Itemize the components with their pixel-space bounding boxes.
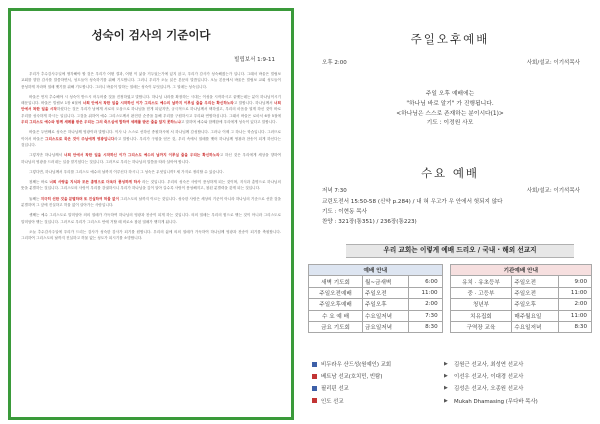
sermon-text: 바울은 먼저 추수해야 시 성숙이 받으시 어두어줄 것을 진정하였고 말합니다. 하나님 나라를 확장하는 시대는 이성을 시작하시고 끝맺는데는 분이 하나님이시기 때문입니다. 바울은 빌립보 1장 6절에: [21, 94, 281, 106]
worship-name: 새벽 기도회: [309, 276, 363, 287]
sermon-text: 우리가 추수감사주일에 생각해야 할 것은 우리가 어떤 결과, 어떤 이 삶을 거두었는가에 있지 않고, 우리가 감사가 성숙해졌는가 입니다. 그래서 바울은 빌립보 교회를 향한 감사를 말씀하면서, 성도들이 성숙하기를 위해 기도합니다. 그러니 우리가 오늘 읽은 본문의 말씀입니다. 오늘 본문에서 바울은 빌립보 교회 성도들이 풍성하게 자라며 열매 맺기를 위해 기도합니다. 그러니 바울이 말하는 열매는 성숙이 무엇입니까. 그 열매는 성숙입니다.: [21, 72, 281, 89]
sermon-title: 성숙이 검사의 기준이다: [91, 28, 211, 42]
department-name: 청년부: [450, 299, 512, 310]
arrow-right-icon: ▶: [444, 373, 448, 380]
square-bullet-icon: [312, 374, 317, 379]
department-schedule-header: 기관예배 안내: [450, 265, 591, 276]
department-time: 9:00: [558, 276, 591, 287]
afternoon-note-line: <하나님은 스스로 존재하는 분이시다(1)>: [396, 110, 504, 117]
square-bullet-icon: [312, 362, 317, 367]
worship-time: 8:30: [409, 321, 442, 332]
department-day: 주일오전: [512, 276, 558, 287]
mission-item: [312, 370, 592, 382]
worship-name: 금요 기도회: [309, 321, 363, 332]
wednesday-hymns: 찬양 : 321장(통351) / 236장(통223): [322, 218, 417, 225]
scripture-quote: 너희 안에서 착한 일을 시작: [21, 101, 281, 112]
wednesday-scripture: 교린도전서 15:50-58 (신약 p.284) / 내 혀 우고가 우 안에서 헛되지 않다: [322, 199, 503, 205]
mission-field-name: 베트남 선교(호치민, 빈탐): [321, 374, 383, 381]
sermon-text: 하셨다는 것은 우리가 남에게 서로의 도움으로 하나님을 믿게 되었지만, 궁극적으로 하나님께서 택하셨고, 우리의 마음을 열게 하신 것이 바로 우리를 성숙하게 하시는 일입니다. 그것을 위하여 예수 그리스도께서 완전한 순종을 통해 우리를 구원하시고 우리와 연합하십니다. 그래서 바울은 로마서 6장 5절에: [21, 107, 281, 118]
wednesday-service-meta: [322, 186, 580, 194]
schedule-row: [309, 287, 592, 298]
department-time: 2:00: [558, 299, 591, 310]
mission-field-name: 인도 선교: [321, 398, 344, 405]
sermon-paragraph: [21, 129, 281, 148]
department-time: 11:00: [558, 310, 591, 321]
schedule-row: [309, 299, 592, 310]
mission-field: [312, 384, 444, 392]
bulletin-info-panel: [300, 0, 600, 424]
afternoon-service-time: 오후 2:00: [322, 60, 347, 66]
sermon-paragraph: [21, 179, 281, 192]
schedule-row: [309, 321, 592, 332]
mission-field: [312, 397, 444, 405]
mission-field-name: 비두라우 산드성(원예인) 교회: [321, 362, 392, 369]
mission-list: [312, 358, 592, 407]
missionaries: 김성은 선교사, 오종원 선교사: [454, 386, 524, 393]
arrow-right-icon: ▶: [444, 397, 448, 404]
schedule-row: [309, 310, 592, 321]
arrow-right-icon: ▶: [444, 361, 448, 368]
sermon-panel: [8, 8, 294, 420]
afternoon-service-notes: [300, 90, 600, 129]
mission-item: [312, 358, 592, 370]
wednesday-service-leader: 사회/설교: 이기석목사: [526, 188, 580, 194]
sermon-text: 둘째는: [29, 196, 41, 201]
scripture-quote: 지극히 선한 것을 분별하며 또 진실하여 허물 없이: [40, 196, 119, 201]
sermon-paragraph: [21, 169, 281, 175]
department-day: 수요일저녁: [512, 321, 558, 332]
department-time: 8:30: [558, 321, 591, 332]
afternoon-note-line: 주일 오후 예배에는: [425, 91, 475, 97]
department-name: 치유집회: [450, 310, 512, 321]
mission-field: [312, 372, 444, 380]
sermon-text: 오늘 추수감사주일에 우리가 드리는 감사가 성숙한 감사가 되기를 원합니다. 우리의 삶에 의의 열매가 가득하여 하나님께 영광과 찬송이 되기를 축원합니다. 그리하여 그리스도의 날까지 진실하고 허물 없는 성도가 되시기를 소망합니다.: [21, 229, 281, 241]
sermon-text: 그렇지만 하나님께서: [29, 153, 64, 158]
arrow-right-icon: ▶: [444, 385, 448, 392]
sermon-text: 라는 것입니다. 우리의 성숙은 사랑이 풍성하게 되는 것이며, 지식과 총명으로 하나님의 뜻을 분별하는 것입니다. 그리스도의 사랑이 우리를 강권하시니 우리가 하나님을 깊이 알아 갈수록 사랑이 풍성해지고, 참된 분별력을 갖게 되는 것입니다.: [21, 180, 281, 191]
scripture-reference: 빌립보서 1:9-11: [234, 57, 275, 63]
sermon-body: [21, 71, 281, 242]
sermon-text: 고 말합니다. 하나님께서: [233, 101, 275, 106]
sermon-text: 바울은 두번째로 성숙은 하나님께 영광이라 말합니다. 이사 나 스스로 선하신 종원하시에 서 하나님께 감성합니다. 그러나 이제 그 하나는 학습입니다. 그러므로 이어서 바울은: [21, 130, 281, 141]
scripture-quote: 너희 안에서 착한 일을 시작하신 이가 그리스도 예수의 날까지 이루실 줄을 우리는 확신하노라: [63, 153, 220, 158]
worship-schedule-table: [308, 264, 592, 333]
worship-name: 주일오후예배: [309, 299, 363, 310]
worship-name: 수 요 예 배: [309, 310, 363, 321]
square-bullet-icon: [312, 398, 317, 403]
afternoon-service-title: 주일오후예배: [410, 32, 490, 46]
sermon-paragraph: [21, 152, 281, 165]
worship-name: 주일오전예배: [309, 287, 363, 298]
sermon-paragraph: [21, 71, 281, 90]
department-name: 구역장 교육: [450, 321, 512, 332]
scripture-quote: 우리 그리스도 예수와 함께 세례를 받은 우리는 그의 죽으심에 합하여 세례를 받은 줄을 알지 못하느냐: [21, 120, 181, 125]
department-day: 주일오후: [512, 299, 558, 310]
sermon-paragraph: [21, 196, 281, 209]
sermon-text: 그렇다면, 하나님께서 우리를 그리스도 예수의 날까지 이루신다 하시니 그 성숙은 무엇입니까? 세 가지로 정리할 수 있습니다.: [29, 169, 224, 174]
sermon-text: 고 말하며 예수와 함께함에 우리에게 성숙이 있다고 말합니다.: [180, 120, 277, 125]
sermon-text: 라고 말합니다. 우리가 구원을 얻은 것, 우리 속에서 열매를 맺어 하나님께 영광과 찬송이 되게 하신다는 것입니다.: [21, 136, 281, 147]
worship-schedule-header: 예배 안내: [309, 265, 443, 276]
scripture-quote: 그리스도로 묵은 것이 주님에게 영광입니다: [45, 136, 115, 141]
mission-field: [312, 360, 444, 368]
afternoon-service-meta: [322, 58, 580, 66]
worship-mission-banner: 우리 교회는 이렇게 예배 드리오 / 국내 · 해외 선교지: [346, 244, 574, 258]
worship-day: 수요일저녁: [363, 310, 409, 321]
wednesday-prayer: 기도 : 이현동 목사: [322, 208, 368, 215]
missionaries: Mukah Dhamasing (무다바 목사): [454, 398, 538, 405]
department-name: 유치 · 유초등부: [450, 276, 512, 287]
missionaries: 이선우 선교사, 이대경 선교사: [454, 374, 524, 381]
schedule-rows: [309, 276, 592, 333]
worship-time: 6:00: [409, 276, 442, 287]
mission-field-name: 필리핀 선교: [321, 386, 349, 393]
afternoon-service-leader: 사회/설교: 이기석목사: [526, 60, 580, 66]
worship-day: 월~금새벽: [363, 276, 409, 287]
sermon-text: 그리스도의 날까지 이르는 것입니다. 성숙한 사람은 세상의 기준이 아니라 하나님의 기준으로 선한 것을 분별하며 그 앞에 진실하고 허물 없이 살아가는 사람입니다.: [21, 196, 281, 208]
sermon-text: 셋째는 예수 그리스도로 말미암아 의의 열매가 가득하여 하나님의 영광과 찬송이 되게 하는 것입니다. 의의 열매는 우리의 힘으로 맺는 것이 아니라 그리스도로 말미암아 맺는 것입니다. 그러므로 우리가 그리스도 안에 거할 때 비로소 참된 열매가 맺히게 됩니다.: [21, 213, 281, 224]
worship-day: 주일오전: [363, 287, 409, 298]
sermon-paragraph: [21, 229, 281, 242]
wednesday-service-time: 저녁 7:30: [322, 188, 347, 194]
missionaries: 김원근 선교사, 최성연 선교사: [454, 362, 524, 369]
afternoon-note-line: "하나님 바로 알기" 가 진행됩니다.: [406, 100, 494, 107]
wednesday-service-title: 수요 예배: [420, 166, 480, 180]
schedule-row: [309, 276, 592, 287]
sermon-paragraph: [21, 212, 281, 225]
sermon-text: 첫째는 바로: [29, 180, 50, 185]
square-bullet-icon: [312, 386, 317, 391]
department-day: 매주월요일: [512, 310, 558, 321]
scripture-quote: 너희 사랑을 지식과 모든 총명으로 더욱더 풍성하게 하사: [49, 180, 141, 185]
sermon-text: 고 하신 것은 우리에게 세상을 향하여 하나님의 영광을 드러내는 일을 맡기셨다는 것입니다. 그러므로 우리는 하나님의 말씀을 따라 살아야 합니다.: [21, 153, 281, 164]
sermon-paragraph: [21, 94, 281, 125]
afternoon-note-line: 기도 : 이정원 사모: [426, 120, 474, 127]
worship-day: 주일오후: [363, 299, 409, 310]
worship-time: 7:30: [409, 310, 442, 321]
department-time: 11:00: [558, 287, 591, 298]
wednesday-service-details: [322, 198, 580, 227]
worship-time: 11:00: [409, 287, 442, 298]
mission-item: [312, 395, 592, 407]
department-day: 주일오전: [512, 287, 558, 298]
department-name: 중 · 고등부: [450, 287, 512, 298]
worship-time: 2:00: [409, 299, 442, 310]
mission-item: [312, 382, 592, 394]
worship-day: 금요일저녁: [363, 321, 409, 332]
scripture-quote: 너희 안에서 착한 일을 시작하신 이가 그리스도 예수의 날까지 이루실 줄을 우리는 확신하노라: [82, 101, 234, 106]
